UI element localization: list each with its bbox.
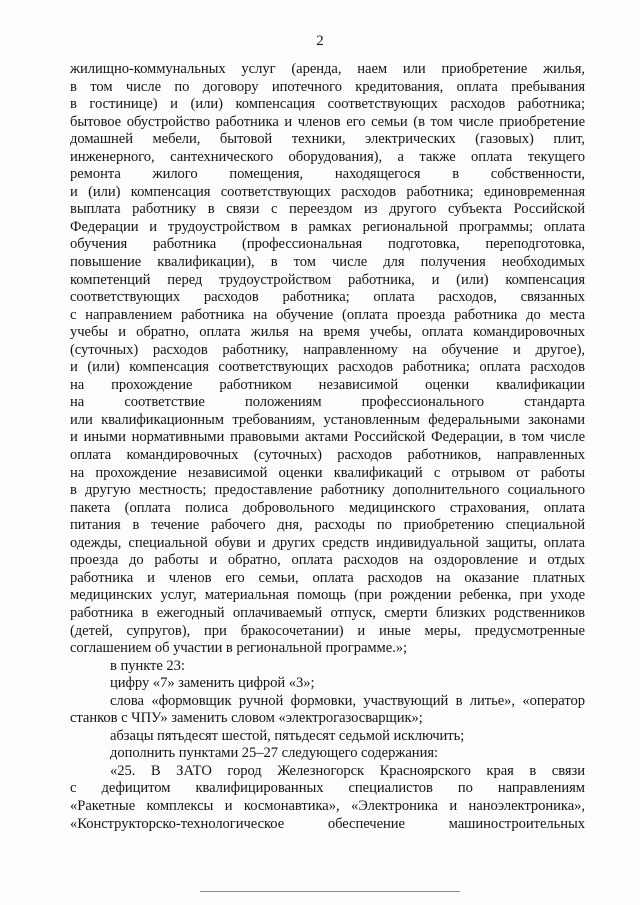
text-line: или квалификационным требованиям, установленным федеральными законами xyxy=(70,411,585,428)
text-line: дополнить пунктами 25–27 следующего содержания: xyxy=(110,745,438,762)
text-line: (суточных) расходов работнику, направленному на обучение и другое), xyxy=(70,341,585,358)
text-line: и (или) компенсация соответствующих расходов работника; оплата расходов xyxy=(70,359,585,376)
text-line: и иными нормативными правовыми актами Российской Федерации, в том числе xyxy=(70,429,585,446)
text-line: в гостинице) и (или) компенсация соответствующих расходов работника; xyxy=(70,96,585,113)
text-line: ремонта жилого помещения, находящегося в собственности, xyxy=(70,166,585,183)
text-line: повышение квалификации), в том числе для получения необходимых xyxy=(70,254,585,271)
text-line: в том числе по договору ипотечного кредитования, оплата пребывания xyxy=(70,78,585,95)
text-line: Федерации и трудоустройством в рамках региональной программы; оплата xyxy=(70,218,585,235)
text-line: работника и членов его семьи, оплата расходов на оказание платных xyxy=(70,569,585,586)
text-line: и (или) компенсация соответствующих расходов работника; единовременная xyxy=(70,183,585,200)
text-line: на соответствие положениям профессионального стандарта xyxy=(70,394,585,411)
text-line: оплата командировочных (суточных) расходов работников, направленных xyxy=(70,447,585,464)
text-line: домашней мебели, бытовой техники, электрических (газовых) плит, xyxy=(70,131,585,148)
text-line: слова «формовщик ручной формовки, участвующий в литье», «оператор xyxy=(110,692,585,709)
text-line: жилищно-коммунальных услуг (аренда, наем или приобретение жилья, xyxy=(70,61,585,77)
footer-rule xyxy=(200,891,460,892)
text-line: соответствующих расходов работника; оплата расходов, связанных xyxy=(70,289,585,306)
text-line: проезда до работы и обратно, оплата расходов на оздоровление и отдых xyxy=(70,552,585,569)
text-line: учебы и обратно, оплата жилья на время учебы, оплата командировочных xyxy=(70,324,585,341)
text-line: работника в ежегодный оплачиваемый отпуск, смерти близких родственников xyxy=(70,604,585,621)
text-line: выплата работнику в связи с переездом из другого субъекта Российской xyxy=(70,201,585,218)
text-line: с дефицитом квалифицированных специалистов по направлениям xyxy=(70,780,585,797)
text-line: на прохождение работником независимой оценки квалификации xyxy=(70,376,585,393)
text-line: медицинских услуг, материальная помощь (при рождении ребенка, при уходе xyxy=(70,587,585,604)
text-line: на прохождение независимой оценки квалификаций с отрывом от работы xyxy=(70,464,585,481)
text-line: станков с ЧПУ» заменить словом «электрогазосварщик»; xyxy=(70,710,423,727)
page-number: 2 xyxy=(316,33,324,49)
text-line: соглашением об участии в региональной программе.»; xyxy=(70,640,408,657)
text-line: цифру «7» заменить цифрой «3»; xyxy=(110,675,315,692)
text-line: «Ракетные комплексы и космонавтика», «Электроника и наноэлектроника», xyxy=(70,797,585,814)
text-line: инженерного, сантехнического оборудования), а также оплата текущего xyxy=(70,148,585,165)
text-line: «Конструкторско-технологическое обеспечение машиностроительных xyxy=(70,815,585,832)
text-line: питания в течение рабочего дня, расходы по приобретению специальной xyxy=(70,517,585,534)
text-line: «25. В ЗАТО город Железногорск Красноярского края в связи xyxy=(110,762,585,779)
text-line: с направлением работника на обучение (оплата проезда работника до места xyxy=(70,306,585,323)
text-line: абзацы пятьдесят шестой, пятьдесят седьмой исключить; xyxy=(110,727,465,744)
text-line: компетенций перед трудоустройством работника, и (или) компенсация xyxy=(70,271,585,288)
text-line: в пункте 23: xyxy=(110,657,185,674)
text-line: (детей, супругов), при бракосочетании) и иные меры, предусмотренные xyxy=(70,622,585,639)
document-body xyxy=(70,61,585,833)
text-line: пакета (оплата полиса добровольного медицинского страхования, оплата xyxy=(70,499,585,516)
text-line: одежды, специальной обуви и других средств индивидуальной защиты, оплата xyxy=(70,534,585,551)
text-line: в другую местность; предоставление работнику дополнительного социального xyxy=(70,482,585,499)
text-line: бытовое обустройство работника и членов его семьи (в том числе приобретение xyxy=(70,113,585,130)
text-line: обучения работника (профессиональная подготовка, переподготовка, xyxy=(70,236,585,253)
